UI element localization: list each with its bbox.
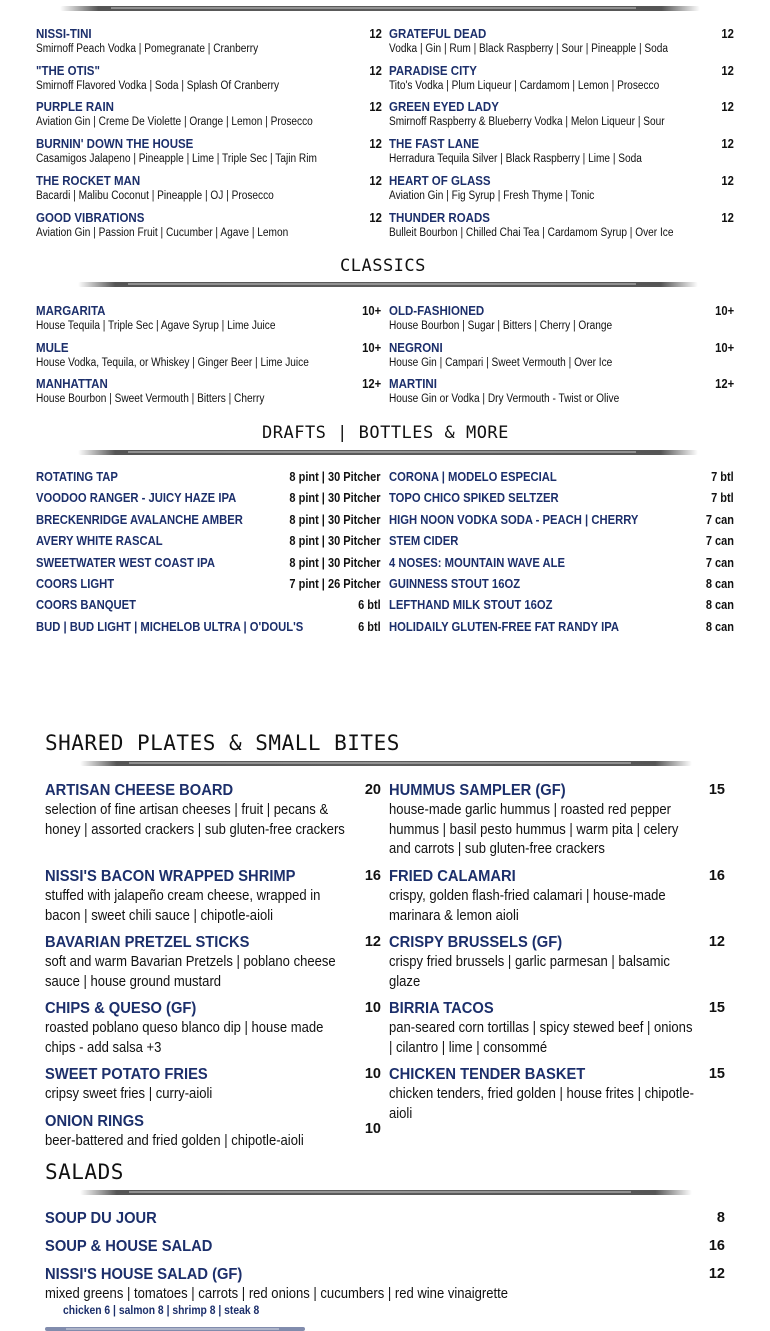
drink-description: House Bourbon | Sugar | Bitters | Cherry | Orange (389, 320, 613, 332)
beer-name: 4 NOSES: MOUNTAIN WAVE ALE (389, 555, 566, 570)
beer-price: 6 btl (358, 619, 381, 634)
beer-name: BRECKENRIDGE AVALANCHE AMBER (36, 512, 243, 527)
drink-description: Bulleit Bourbon | Chilled Chai Tea | Cardamom Syrup | Over Ice (389, 226, 674, 239)
beer-price: 7 btl (711, 470, 734, 484)
drink-price: 12 (721, 173, 734, 188)
beer-name: STEM CIDER (389, 534, 459, 549)
divider-brush-drafts (78, 450, 698, 455)
drink-name: GREEN EYED LADY (389, 100, 499, 115)
drink-name: PURPLE RAIN (36, 100, 114, 115)
drink-name: GRATEFUL DEAD (389, 27, 487, 41)
drink-price: 12 (369, 137, 382, 152)
drink-name: HEART OF GLASS (389, 173, 491, 188)
food-price: 10 (364, 1000, 381, 1016)
salad-name: SOUP & HOUSE SALAD (45, 1238, 213, 1255)
beer-name: HOLIDAILY GLUTEN-FREE FAT RANDY IPA (389, 619, 620, 634)
beer-name: ROTATING TAP (36, 470, 118, 484)
food-price: 16 (708, 868, 725, 884)
drink-price: 12 (721, 27, 734, 41)
food-description: crispy fried brussels | garlic parmesan | balsamic glaze (389, 954, 670, 990)
food-name: BAVARIAN PRETZEL STICKS (45, 934, 250, 951)
beer-price: 8 pint | 30 Pitcher (289, 512, 381, 527)
salad-name: NISSI'S HOUSE SALAD (GF) (45, 1266, 243, 1283)
drink-price: 12 (369, 210, 382, 225)
drink-description: Smirnoff Peach Vodka | Pomegranate | Cranberry (36, 43, 259, 55)
drink-price: 10+ (714, 340, 734, 355)
divider-brush-top (60, 6, 700, 11)
drink-price: 12 (721, 100, 734, 115)
drink-description: House Bourbon | Sweet Vermouth | Bitters | Cherry (36, 393, 265, 405)
divider-brush-salads (80, 1190, 692, 1195)
section-title-salads: SALADS (45, 1160, 124, 1184)
drink-name: "THE OTIS" (36, 63, 100, 78)
food-description: roasted poblano queso blanco dip | house made chips - add salsa +3 (45, 1020, 324, 1056)
drink-name: OLD-FASHIONED (389, 304, 485, 318)
beer-name: VOODOO RANGER - JUICY HAZE IPA (36, 491, 237, 506)
drink-name: THE ROCKET MAN (36, 173, 141, 188)
divider-brush-shared (80, 761, 692, 766)
food-description: house-made garlic hummus | roasted red pepper hummus | basil pesto hummus | warm pita | celery and carrots | sub gluten-free crackers (389, 802, 679, 857)
drink-description: Herradura Tequila Silver | Black Raspberry | Lime | Soda (389, 153, 642, 166)
food-name: ONION RINGS (45, 1113, 144, 1130)
beer-name: TOPO CHICO SPIKED SELTZER (389, 491, 559, 506)
beer-price: 8 pint | 30 Pitcher (289, 555, 381, 570)
drink-price: 12 (369, 100, 382, 115)
food-price: 16 (364, 868, 381, 884)
food-name: SWEET POTATO FRIES (45, 1066, 208, 1083)
drink-description: House Vodka, Tequila, or Whiskey | Ginger Beer | Lime Juice (36, 356, 309, 369)
drink-name: NISSI-TINI (36, 27, 92, 41)
food-description: crispy, golden flash-fried calamari | house-made marinara & lemon aioli (389, 888, 666, 924)
food-description: pan-seared corn tortillas | spicy stewed beef | onions | cilantro | lime | consommé (389, 1020, 693, 1056)
food-name: CRISPY BRUSSELS (GF) (389, 934, 563, 951)
divider-brush-classics (78, 282, 698, 287)
drink-name: NEGRONI (389, 340, 443, 355)
salad-price: 12 (708, 1266, 725, 1282)
section-title-shared-plates: SHARED PLATES & SMALL BITES (45, 731, 400, 755)
food-price: 15 (708, 1000, 725, 1016)
drink-name: BURNIN' DOWN THE HOUSE (36, 137, 194, 152)
beer-price: 7 can (705, 534, 734, 549)
salad-name: SOUP DU JOUR (45, 1210, 157, 1227)
food-price: 10 (364, 1066, 381, 1082)
drink-price: 10+ (361, 304, 381, 318)
drink-price: 10+ (714, 304, 734, 318)
drink-price: 12 (369, 173, 382, 188)
food-price: 20 (364, 782, 381, 798)
drink-name: THUNDER ROADS (389, 210, 490, 225)
drink-description: Casamigos Jalapeno | Pineapple | Lime | Triple Sec | Tajin Rim (36, 153, 317, 166)
drink-description: Aviation Gin | Creme De Violette | Orange | Lemon | Prosecco (36, 116, 313, 129)
food-price: 12 (364, 934, 381, 950)
beer-price: 8 can (705, 619, 734, 634)
drink-price: 12 (369, 63, 382, 78)
beer-price: 6 btl (358, 598, 381, 613)
beer-price: 7 pint | 26 Pitcher (289, 577, 381, 591)
beer-name: COORS LIGHT (36, 577, 115, 591)
drink-name: GOOD VIBRATIONS (36, 210, 145, 225)
food-name: HUMMUS SAMPLER (GF) (389, 782, 566, 799)
drink-description: Aviation Gin | Fig Syrup | Fresh Thyme | Tonic (389, 189, 595, 202)
drink-price: 10+ (361, 340, 381, 355)
salad-description: mixed greens | tomatoes | carrots | red onions | cucumbers | red wine vinaigrette (45, 1286, 509, 1302)
food-price: 15 (708, 782, 725, 798)
food-description: soft and warm Bavarian Pretzels | poblano cheese sauce | house ground mustard (45, 954, 336, 990)
cut-off-next-item (45, 1327, 305, 1331)
food-price: 10 (364, 1121, 381, 1137)
food-description: selection of fine artisan cheeses | fruit | pecans & honey | assorted crackers | sub gluten-free crackers (45, 802, 345, 838)
food-description: beer-battered and fried golden | chipotle-aioli (45, 1133, 304, 1149)
food-description: chicken tenders, fried golden | house frites | chipotle-aioli (389, 1086, 694, 1122)
salad-price: 16 (708, 1238, 725, 1254)
food-description: stuffed with jalapeño cream cheese, wrapped in bacon | sweet chili sauce | chipotle-aioli (45, 888, 321, 924)
beer-price: 8 pint | 30 Pitcher (289, 534, 381, 549)
beer-name: AVERY WHITE RASCAL (36, 534, 163, 549)
drink-price: 12 (721, 210, 734, 225)
food-name: CHICKEN TENDER BASKET (389, 1066, 586, 1083)
food-name: CHIPS & QUESO (GF) (45, 1000, 197, 1017)
drink-price: 12+ (361, 377, 381, 391)
drink-description: House Gin | Campari | Sweet Vermouth | Over Ice (389, 356, 613, 369)
food-name: ARTISAN CHEESE BOARD (45, 782, 234, 799)
beer-name: CORONA | MODELO ESPECIAL (389, 470, 557, 484)
drink-description: Tito's Vodka | Plum Liqueur | Cardamom | Lemon | Prosecco (389, 79, 660, 92)
drink-name: MULE (36, 340, 69, 355)
beer-price: 7 can (705, 512, 734, 527)
beer-name: COORS BANQUET (36, 598, 137, 613)
drink-name: MANHATTAN (36, 377, 108, 391)
drink-name: PARADISE CITY (389, 63, 477, 78)
drink-description: House Tequila | Triple Sec | Agave Syrup | Lime Juice (36, 320, 276, 332)
beer-name: SWEETWATER WEST COAST IPA (36, 555, 215, 570)
beer-price: 8 can (705, 577, 734, 591)
salad-price: 8 (716, 1210, 725, 1226)
drink-description: Vodka | Gin | Rum | Black Raspberry | Sour | Pineapple | Soda (389, 43, 669, 55)
beer-price: 8 pint | 30 Pitcher (289, 491, 381, 506)
food-description: cripsy sweet fries | curry-aioli (45, 1086, 213, 1102)
drink-description: Bacardi | Malibu Coconut | Pineapple | OJ | Prosecco (36, 189, 274, 202)
section-title-drafts: DRAFTS | BOTTLES & MORE (262, 423, 509, 443)
section-title-classics: CLASSICS (340, 256, 426, 276)
drink-description: Smirnoff Flavored Vodka | Soda | Splash Of Cranberry (36, 79, 280, 92)
drink-description: Aviation Gin | Passion Fruit | Cucumber | Agave | Lemon (36, 226, 289, 239)
drink-description: Smirnoff Raspberry & Blueberry Vodka | Melon Liqueur | Sour (389, 116, 665, 129)
food-price: 12 (708, 934, 725, 950)
drink-price: 12 (369, 27, 382, 41)
drink-description: House Gin or Vodka | Dry Vermouth - Twist or Olive (389, 393, 620, 405)
beer-name: GUINNESS STOUT 16OZ (389, 577, 521, 591)
drink-price: 12+ (714, 377, 734, 391)
beer-name: LEFTHAND MILK STOUT 16OZ (389, 598, 553, 613)
beer-name: BUD | BUD LIGHT | MICHELOB ULTRA | O'DOUL'S (36, 619, 304, 634)
drink-price: 12 (721, 63, 734, 78)
food-name: NISSI'S BACON WRAPPED SHRIMP (45, 868, 296, 885)
beer-price: 7 btl (711, 491, 734, 506)
beer-price: 8 pint | 30 Pitcher (289, 470, 381, 484)
drink-name: THE FAST LANE (389, 137, 480, 152)
food-name: BIRRIA TACOS (389, 1000, 494, 1017)
beer-price: 8 can (705, 598, 734, 613)
drink-name: MARTINI (389, 377, 437, 391)
beer-price: 7 can (705, 555, 734, 570)
drink-price: 12 (721, 137, 734, 152)
beer-name: HIGH NOON VODKA SODA - PEACH | CHERRY (389, 512, 639, 527)
food-price: 15 (708, 1066, 725, 1082)
drink-name: MARGARITA (36, 304, 106, 318)
food-name: FRIED CALAMARI (389, 868, 516, 885)
salad-addons: chicken 6 | salmon 8 | shrimp 8 | steak 8 (63, 1305, 260, 1317)
